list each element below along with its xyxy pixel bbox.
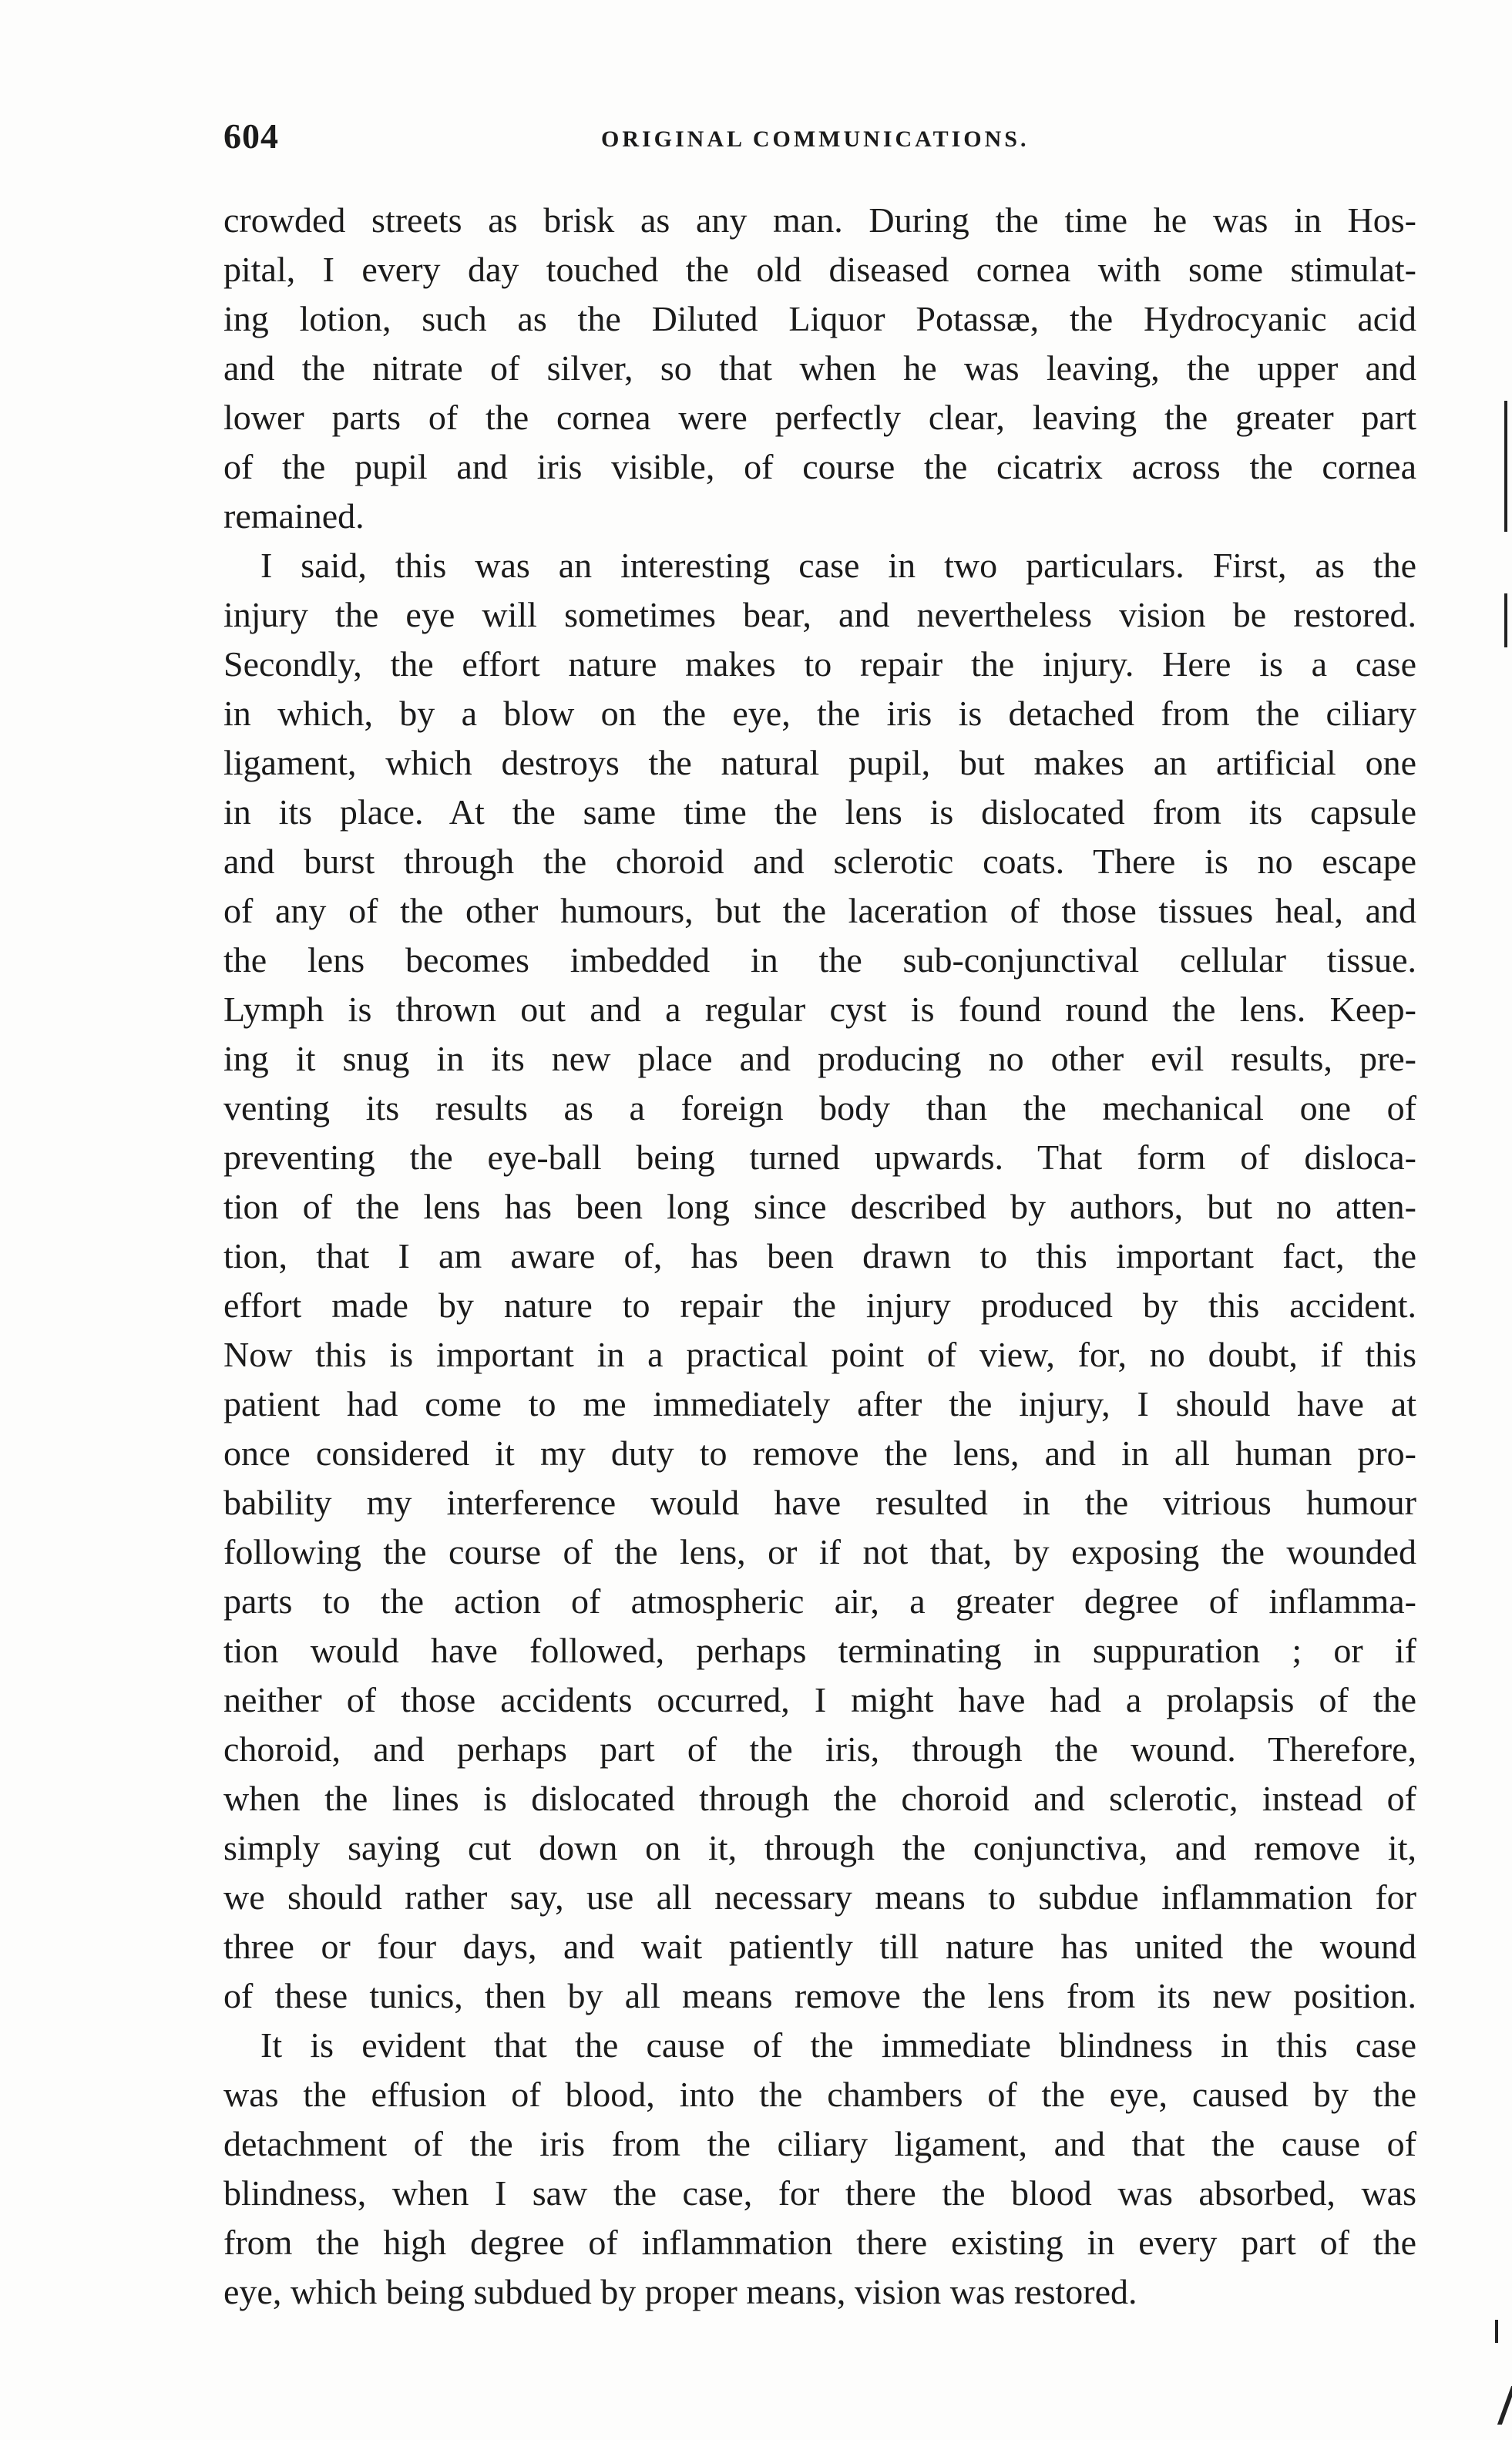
text-line: of these tunics, then by all means remove the lens from its new position. xyxy=(223,1976,1416,2015)
text-line: once considered it my duty to remove the lens, and in all human pro- xyxy=(223,1433,1416,1473)
text-line: effort made by nature to repair the injury produced by this accident. xyxy=(223,1286,1416,1325)
text-line: Secondly, the effort nature makes to repair the injury. Here is a case xyxy=(223,644,1416,684)
text-line: the lens becomes imbedded in the sub-conjunctival cellular tissue. xyxy=(223,940,1416,980)
body-text xyxy=(223,196,1416,2317)
text-line: simply saying cut down on it, through the conjunctiva, and remove it, xyxy=(223,1828,1416,1867)
text-line: venting its results as a foreign body than the mechanical one of xyxy=(223,1088,1416,1128)
text-line: blindness, when I saw the case, for there the blood was absorbed, was xyxy=(223,2173,1416,2213)
margin-mark xyxy=(1495,2320,1498,2343)
text-line: in its place. At the same time the lens is dislocated from its capsule xyxy=(223,792,1416,832)
margin-mark xyxy=(1474,2386,1512,2425)
paragraph-start-line: I said, this was an interesting case in two particulars. First, as the xyxy=(260,546,1416,585)
text-line: from the high degree of inflammation there existing in every part of the xyxy=(223,2223,1416,2262)
text-line: and burst through the choroid and sclerotic coats. There is no escape xyxy=(223,842,1416,881)
margin-mark xyxy=(1504,401,1507,532)
text-line: remained. xyxy=(223,496,365,536)
running-head: ORIGINAL COMMUNICATIONS. xyxy=(601,126,1030,152)
text-line: following the course of the lens, or if not that, by exposing the wounded xyxy=(223,1532,1416,1571)
text-line: ing it snug in its new place and producing no other evil results, pre- xyxy=(223,1039,1416,1078)
text-line: eye, which being subdued by proper means, vision was restored. xyxy=(223,2272,1137,2311)
text-line: parts to the action of atmospheric air, a greater degree of inflamma- xyxy=(223,1581,1416,1621)
text-line: ing lotion, such as the Diluted Liquor Potassæ, the Hydrocyanic acid xyxy=(223,299,1416,338)
text-line: preventing the eye-ball being turned upwards. That form of disloca- xyxy=(223,1138,1416,1177)
text-line: we should rather say, use all necessary means to subdue inflammation for xyxy=(223,1877,1416,1917)
text-line: tion of the lens has been long since described by authors, but no atten- xyxy=(223,1187,1416,1226)
text-line: Lymph is thrown out and a regular cyst is found round the lens. Keep- xyxy=(223,990,1416,1029)
text-line: tion, that I am aware of, has been drawn to this important fact, the xyxy=(223,1236,1416,1275)
text-line: ligament, which destroys the natural pupil, but makes an artificial one xyxy=(223,743,1416,782)
text-line: injury the eye will sometimes bear, and nevertheless vision be restored. xyxy=(223,595,1416,634)
text-line: when the lines is dislocated through the choroid and sclerotic, instead of xyxy=(223,1779,1416,1818)
text-line: choroid, and perhaps part of the iris, through the wound. Therefore, xyxy=(223,1729,1416,1769)
text-line: tion would have followed, perhaps terminating in suppuration ; or if xyxy=(223,1631,1416,1670)
text-line: Now this is important in a practical point of view, for, no doubt, if this xyxy=(223,1335,1416,1374)
text-line: three or four days, and wait patiently till nature has united the wound xyxy=(223,1927,1416,1966)
text-line: crowded streets as brisk as any man. During the time he was in Hos- xyxy=(223,200,1416,240)
page-number: 604 xyxy=(223,116,279,156)
text-line: and the nitrate of silver, so that when he was leaving, the upper and xyxy=(223,348,1416,388)
text-line: lower parts of the cornea were perfectly clear, leaving the greater part xyxy=(223,398,1416,437)
text-line: of any of the other humours, but the laceration of those tissues heal, and xyxy=(223,891,1416,930)
text-line: detachment of the iris from the ciliary ligament, and that the cause of xyxy=(223,2124,1416,2163)
text-line: patient had come to me immediately after the injury, I should have at xyxy=(223,1384,1416,1423)
page-header xyxy=(223,116,1410,162)
text-line: bability my interference would have resulted in the vitrious humour xyxy=(223,1483,1416,1522)
text-line: of the pupil and iris visible, of course the cicatrix across the cornea xyxy=(223,447,1416,486)
text-line: neither of those accidents occurred, I might have had a prolapsis of the xyxy=(223,1680,1416,1719)
margin-mark xyxy=(1504,593,1507,647)
text-line: in which, by a blow on the eye, the iris is detached from the ciliary xyxy=(223,694,1416,733)
text-line: was the effusion of blood, into the chambers of the eye, caused by the xyxy=(223,2075,1416,2114)
paragraph-start-line: It is evident that the cause of the immediate blindness in this case xyxy=(260,2025,1416,2065)
text-line: pital, I every day touched the old diseased cornea with some stimulat- xyxy=(223,250,1416,289)
